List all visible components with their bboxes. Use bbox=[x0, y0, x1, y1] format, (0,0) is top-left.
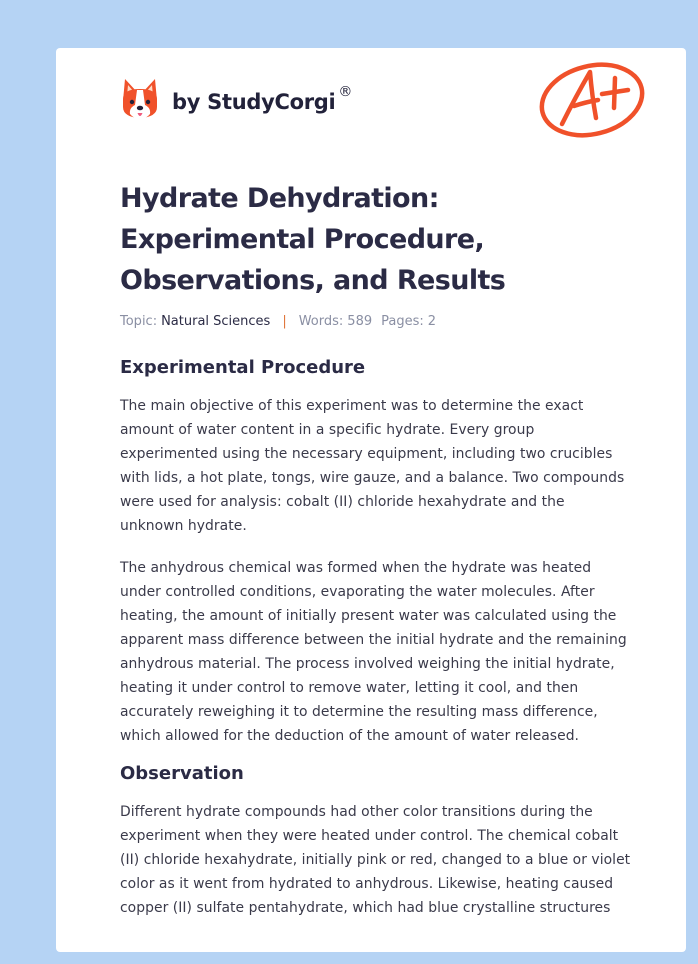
topic-link[interactable]: Natural Sciences bbox=[161, 314, 271, 329]
meta-separator: | bbox=[282, 314, 287, 329]
brand-name bbox=[172, 84, 353, 114]
registered-mark: ® bbox=[338, 84, 353, 100]
section-heading-procedure: Experimental Procedure bbox=[120, 357, 366, 378]
document-title: Hydrate Dehydration: Experimental Procedure, Observations, and Results bbox=[120, 183, 506, 296]
document-meta bbox=[120, 314, 632, 329]
paragraph: The anhydrous chemical was formed when the hydrate was heated under controlled conditions, evaporating the water molecules. After heating, the amount of initially present water was calculated using the apparent mass difference between the initial hydrate and the remaining anhydrous material. The process involved weighing the initial hydrate, heating it under control to remove water, letting it cool, and then accurately reweighing it to determine the resulting mass difference, which allowed for the deduction of the amount of water released. bbox=[120, 560, 627, 744]
words-label: Words: bbox=[298, 314, 344, 329]
section-heading-observation: Observation bbox=[120, 763, 244, 784]
a-plus-badge-icon bbox=[536, 58, 648, 140]
paragraph: The main objective of this experiment was to determine the exact amount of water content in a specific hydrate. Every group experimented using the necessary equipment, including two crucibles with lids, a hot plate, tongs, wire gauze, and a balance. Two compounds were used for analysis: cobalt (II) chloride hexahydrate and the unknown hydrate. bbox=[120, 398, 625, 534]
paragraph: Different hydrate compounds had other color transitions during the experiment when they were heated under control. The chemical cobalt (II) chloride hexahydrate, initially pink or red, changed to a blue or violet color as it went from hydrated to anhydrous. Likewise, heating caused copper (II) sulfate pentahydrate, which had blue crystalline structures bbox=[120, 804, 631, 916]
pages-label: Pages: bbox=[381, 314, 424, 329]
topic-label: Topic: bbox=[120, 314, 158, 329]
words-count: 589 bbox=[347, 314, 373, 329]
document-page bbox=[56, 48, 686, 952]
brand-text: by StudyCorgi bbox=[172, 90, 336, 114]
pages-count: 2 bbox=[427, 314, 437, 329]
document-content bbox=[120, 178, 632, 920]
brand-header[interactable] bbox=[120, 76, 352, 124]
corgi-logo-icon bbox=[120, 77, 160, 123]
